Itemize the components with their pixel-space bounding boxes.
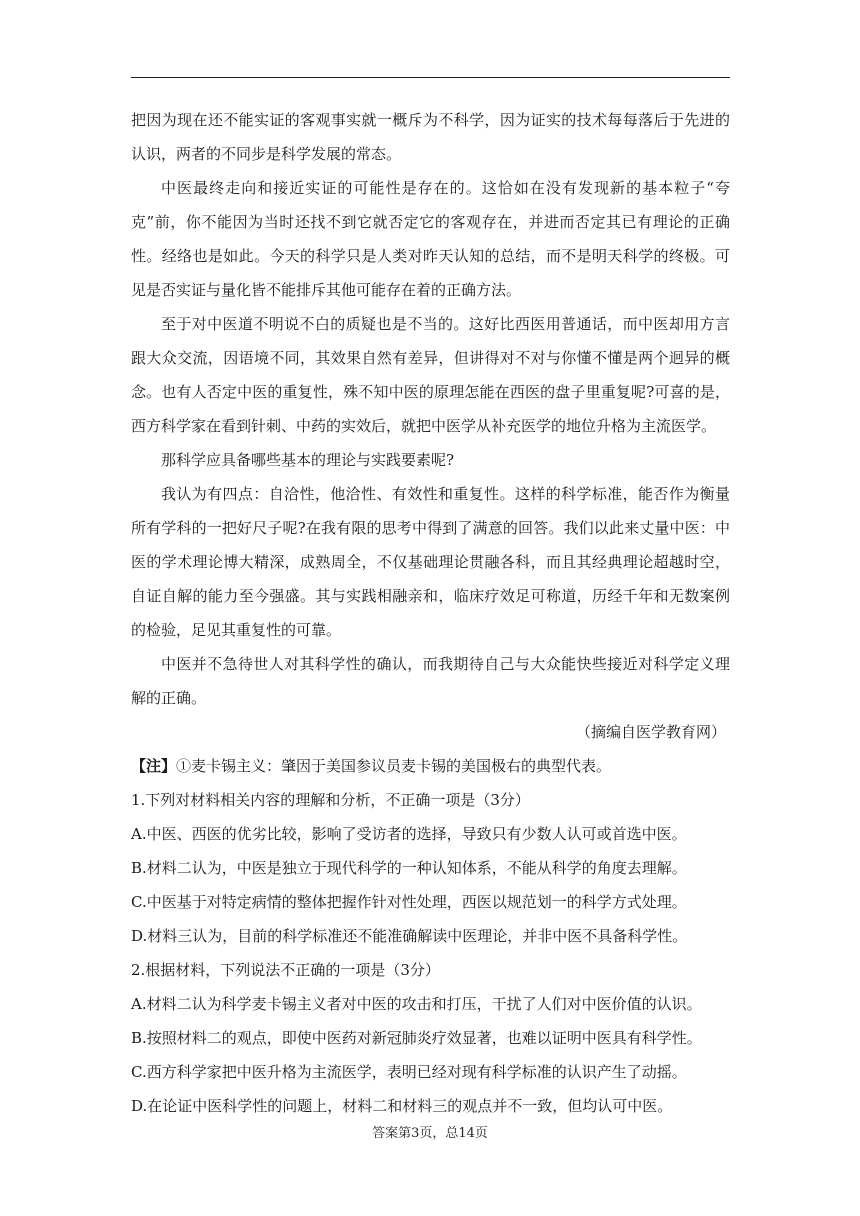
question-option: A.中医、西医的优劣比较，影响了受访者的选择，导致只有少数人认可或首选中医。: [131, 825, 687, 843]
question-option: D.材料三认为，目前的科学标准还不能准确解读中医理论，并非中医不具备科学性。: [131, 927, 688, 945]
question-option: B.按照材料二的观点，即使中医药对新冠肺炎疗效显著，也难以证明中医具有科学性。: [131, 1029, 702, 1047]
question-option: A.材料二认为科学麦卡锡主义者对中医的攻击和打压，干扰了人们对中医价值的认识。: [131, 995, 702, 1013]
passage-paragraph: 把因为现在还不能实证的客观事实就一概斥为不科学，因为证实的技术每每落后于先进的认识，两者的不同步是科学发展的常态。: [131, 111, 730, 163]
question-stem: 2.根据材料，下列说法不正确的一项是（3分）: [131, 961, 440, 979]
passage-paragraph: 中医最终走向和接近实证的可能性是存在的。这恰如在没有发现新的基本粒子“夸克”前，你不能因为当时还找不到它就否定它的客观存在，并进而否定其已有理论的正确性。经络也是如此。今天的科学只是人类对昨天认知的总结，而不是明天科学的终极。可见是否实证与量化皆不能排斥其他可能存在着的正确方法。: [131, 179, 730, 299]
footnote-mark: 【注】: [131, 757, 177, 775]
question-option: B.材料二认为，中医是独立于现代科学的一种认知体系，不能从科学的角度去理解。: [131, 859, 687, 877]
question-option: C.中医基于对特定病情的整体把握作针对性处理，西医以规范划一的科学方式处理。: [131, 893, 687, 911]
question-option: D.在论证中医科学性的问题上，材料二和材料三的观点并不一致，但均认可中医。: [131, 1097, 673, 1115]
header-rule: [131, 77, 730, 78]
question-1: [131, 783, 730, 953]
passage-paragraph: 那科学应具备哪些基本的理论与实践要素呢?: [161, 451, 455, 469]
source-attribution: （摘编自医学教育网）: [575, 723, 726, 741]
footnote: [131, 749, 730, 783]
passage-paragraph: 至于对中医道不明说不白的质疑也是不当的。这好比西医用普通话，而中医却用方言跟大众交流，因语境不同，其效果自然有差异，但讲得对不对与你懂不懂是两个迥异的概念。也有人否定中医的重复性，殊不知中医的原理怎能在西医的盘子里重复呢?可喜的是，西方科学家在看到针刺、中药的实效后，就把中医学从补充医学的地位升格为主流医学。: [131, 315, 730, 435]
footnote-text: ①麦卡锡主义：肇因于美国参议员麦卡锡的美国极右的典型代表。: [176, 757, 612, 775]
question-2: [131, 953, 730, 1123]
passage-paragraph: 中医并不急待世人对其科学性的确认，而我期待自己与大众能快些接近对科学定义理解的正确。: [131, 655, 730, 707]
question-option: C.西方科学家把中医升格为主流医学，表明已经对现有科学标准的认识产生了动摇。: [131, 1063, 687, 1081]
page-footer: 答案第3页，总14页: [372, 1126, 488, 1141]
question-stem: 1.下列对材料相关内容的理解和分析，不正确一项是（3分）: [131, 791, 530, 809]
page-content: [131, 103, 730, 1123]
passage-paragraph: 我认为有四点：自洽性，他洽性、有效性和重复性。这样的科学标准，能否作为衡量所有学科的一把好尺子呢?在我有限的思考中得到了满意的回答。我们以此来丈量中医：中医的学术理论博大精深，成熟周全，不仅基础理论贯融各科，而且其经典理论超越时空，自证自解的能力至今强盛。其与实践相融亲和，临床疗效足可称道，历经千年和无数案例的检验，足见其重复性的可靠。: [131, 485, 730, 639]
